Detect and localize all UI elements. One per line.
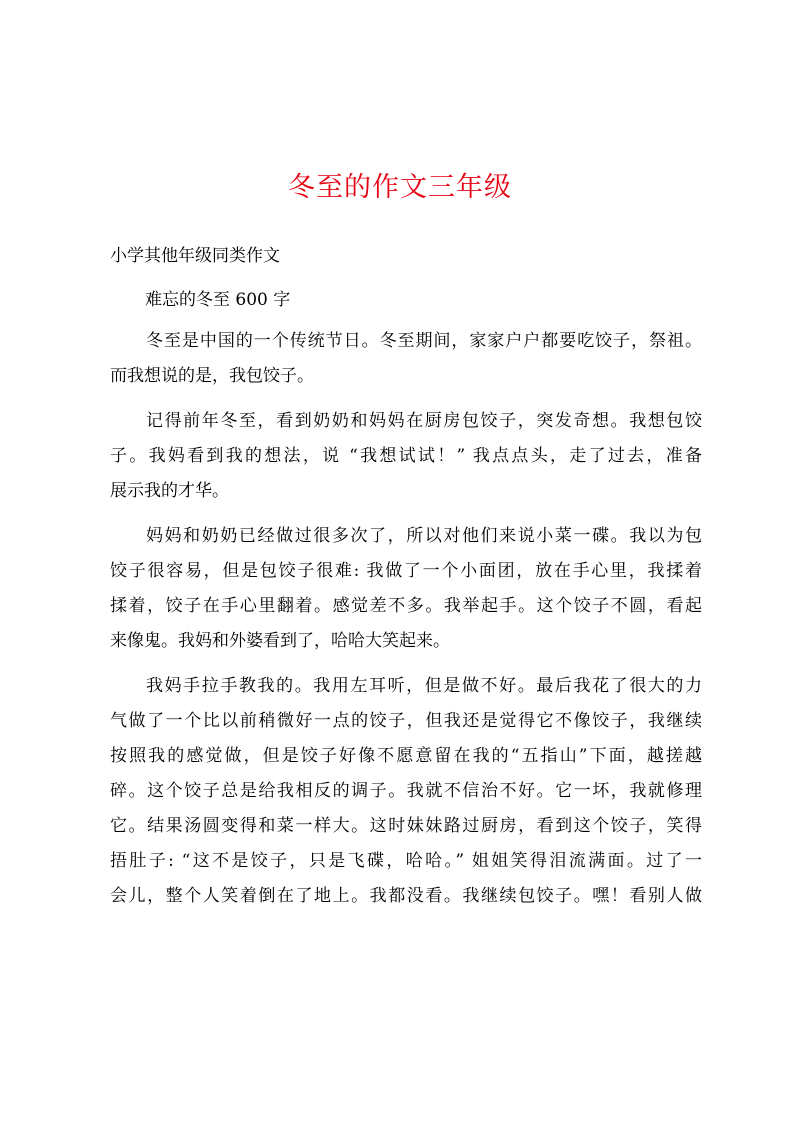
text-line: 冬至是中国的一个传统节日。冬至期间，家家户户都要吃饺子，祭祖。	[146, 331, 702, 351]
essay-body	[110, 324, 702, 924]
text-line: 我妈手拉手教我的。我用左耳听，但是做不好。最后我花了很大的力	[146, 676, 702, 696]
paragraph	[110, 404, 702, 509]
text-line: 碎。这个饺子总是给我相反的调子。我就不信治不好。它一坏，我就修理	[110, 781, 702, 801]
text-line: 展示我的才华。	[110, 481, 229, 501]
text-line: 揉着，饺子在手心里翻着。感觉差不多。我举起手。这个饺子不圆，看起	[110, 596, 702, 616]
text-line: 记得前年冬至，看到奶奶和妈妈在厨房包饺子，突发奇想。我想包饺	[146, 411, 702, 431]
text-line: 捂肚子: “这不是饺子，只是飞碟，哈哈。” 姐姐笑得泪流满面。过了一	[110, 851, 702, 871]
text-line: 它。结果汤圆变得和菜一样大。这时妹妹路过厨房，看到这个饺子，笑得	[110, 816, 702, 836]
document-title: 冬至的作文三年级	[288, 172, 512, 203]
paragraph	[110, 519, 702, 659]
text-line: 来像鬼。我妈和外婆看到了，哈哈大笑起来。	[110, 631, 450, 651]
paragraph	[110, 324, 702, 394]
text-line: 而我想说的是，我包饺子。	[110, 366, 314, 386]
essay-subtitle: 难忘的冬至 600 字	[145, 290, 291, 310]
text-line: 气做了一个比以前稍微好一点的饺子，但我还是觉得它不像饺子，我继续	[110, 711, 702, 731]
text-line: 子。我妈看到我的想法，说 “我想试试！” 我点点头，走了过去，准备	[110, 446, 702, 466]
text-line: 妈妈和奶奶已经做过很多次了，所以对他们来说小菜一碟。我以为包	[146, 526, 702, 546]
text-line: 饺子很容易，但是包饺子很难: 我做了一个小面团，放在手心里，我揉着	[110, 561, 702, 581]
category-label: 小学其他年级同类作文	[110, 246, 280, 266]
paragraph	[110, 669, 702, 914]
text-line: 会儿，整个人笑着倒在了地上。我都没看。我继续包饺子。嘿！看别人做	[110, 886, 702, 906]
text-line: 按照我的感觉做，但是饺子好像不愿意留在我的“五指山”下面，越搓越	[110, 746, 702, 766]
